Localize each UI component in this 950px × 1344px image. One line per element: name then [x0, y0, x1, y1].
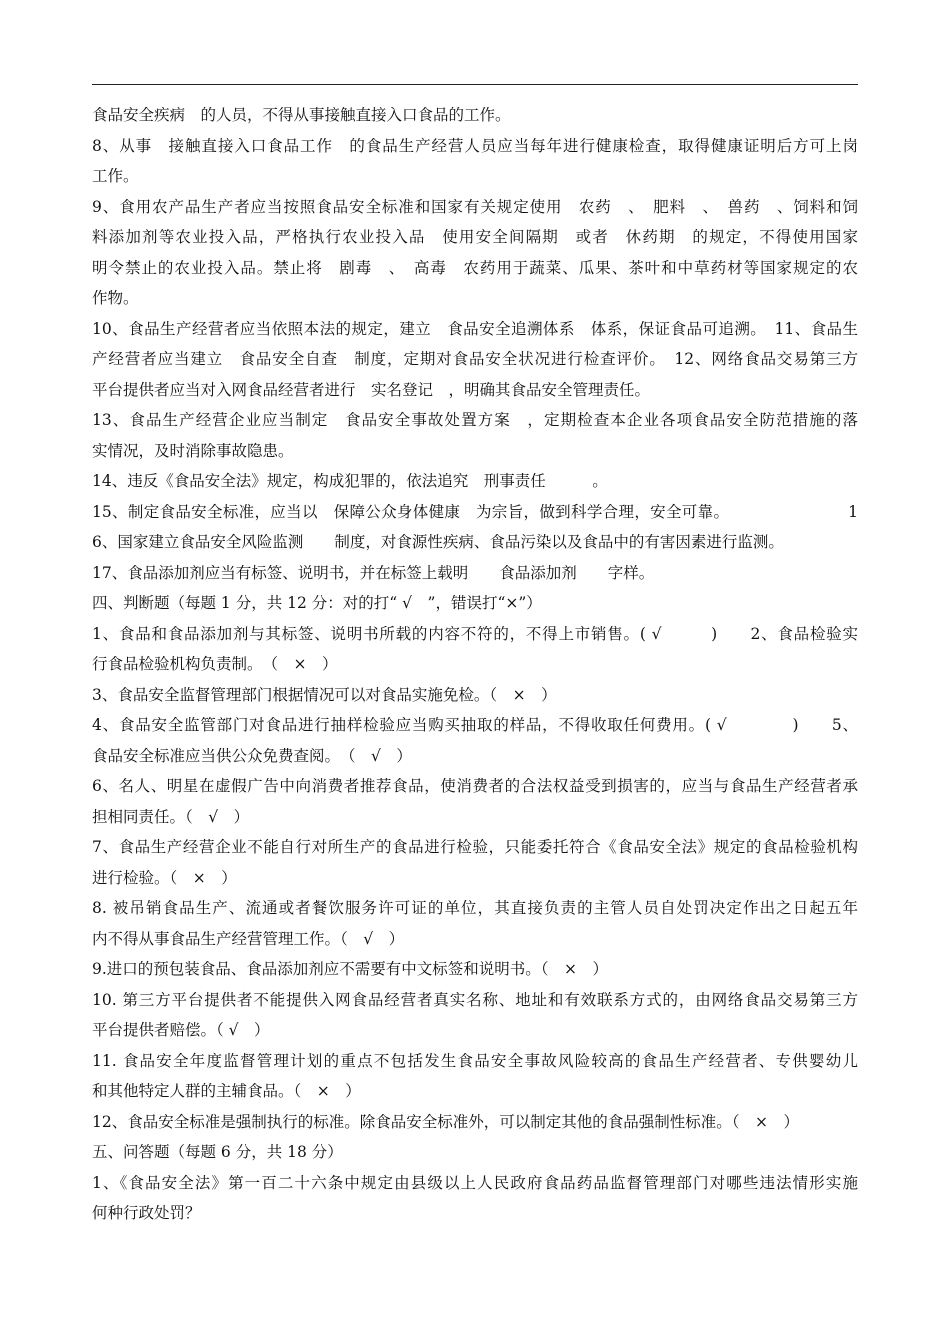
text-line: 明令禁止的农业投入品。禁止将 剧毒 、 高毒 农药用于蔬菜、瓜果、茶叶和中草药材等国家规定的农 — [92, 258, 858, 277]
text-line: 平台提供者应当对入网食品经营者进行 实名登记 ，明确其食品安全管理责任。 — [92, 380, 651, 399]
text-line: 14、违反《食品安全法》规定，构成犯罪的，依法追究 刑事责任 。 — [92, 472, 608, 490]
text-line: 担相同责任。（ √ ） — [92, 807, 250, 826]
text-line: 6、名人、明星在虚假广告中向消费者推荐食品，使消费者的合法权益受到损害的，应当与食品生产经营者承 — [92, 777, 858, 795]
text-line: 11. 食品安全年度监督管理计划的重点不包括发生食品安全事故风险较高的食品生产经营者、专供婴幼儿 — [92, 1051, 858, 1070]
text-line: 3、食品安全监督管理部门根据情况可以对食品实施免检。（ × ） — [92, 685, 557, 704]
text-line: 1、《食品安全法》第一百二十六条中规定由县级以上人民政府食品药品监督管理部门对哪些违法情形实施 — [92, 1173, 858, 1192]
text-line: 4、食品安全监管部门对食品进行抽样检验应当购买抽取的样品，不得收取任何费用。( √ ) 5、 — [92, 716, 858, 734]
text-line: 何种行政处罚？ — [92, 1204, 201, 1222]
text-line: 8. 被吊销食品生产、流通或者餐饮服务许可证的单位，其直接负责的主管人员自处罚决定作出之日起五年 — [92, 899, 858, 917]
text-line: 9.进口的预包装食品、食品添加剂应不需要有中文标签和说明书。（ × ） — [92, 960, 609, 978]
text-line: 食品安全标准应当供公众免费查阅。 （ √ ） — [92, 746, 412, 765]
text-line: 12、食品安全标准是强制执行的标准。除食品安全标准外，可以制定其他的食品强制性标准。（ × ） — [92, 1112, 799, 1131]
document-body — [92, 100, 858, 1229]
text-line: 10. 第三方平台提供者不能提供入网食品经营者真实名称、地址和有效联系方式的，由网络食品交易第三方 — [92, 990, 858, 1009]
header-rule — [92, 84, 858, 85]
text-line: 实情况，及时消除事故隐患。 — [92, 441, 294, 460]
section-heading: 四、判断题（每题 1 分，共 12 分：对的打“ √ ”，错误打“×”） — [92, 594, 542, 612]
text-line: 7、食品生产经营企业不能自行对所生产的食品进行检验，只能委托符合《食品安全法》规定的食品检验机构 — [92, 838, 858, 856]
text-line: 8、从事 接触直接入口食品工作 的食品生产经营人员应当每年进行健康检查，取得健康证明后方可上岗 — [92, 136, 858, 155]
text-line: 6、国家建立食品安全风险监测 制度，对食源性疾病、食品污染以及食品中的有害因素进行监测。 — [92, 533, 784, 551]
text-line: 和其他特定人群的主辅食品。（ × ） — [92, 1082, 361, 1100]
text-line: 9、食用农产品生产者应当按照食品安全标准和国家有关规定使用 农药 、 肥料 、 兽药 、饲料和饲 — [92, 197, 858, 216]
section-heading: 五、问答题（每题 6 分，共 18 分） — [92, 1143, 343, 1161]
text-line: 食品安全疾病 的人员，不得从事接触直接入口食品的工作。 — [92, 106, 511, 124]
text-line: 产经营者应当建立 食品安全自查 制度，定期对食品安全状况进行检查评价。 12、网络食品交易第三方 — [92, 350, 858, 368]
text-line: 内不得从事食品生产经营管理工作。（ √ ） — [92, 929, 405, 948]
text-line: 1、食品和食品添加剂与其标签、说明书所载的内容不符的，不得上市销售。( √ ) 2、食品检验实 — [92, 624, 858, 643]
text-line: 13、食品生产经营企业应当制定 食品安全事故处置方案 ，定期检查本企业各项食品安全防范措施的落 — [92, 411, 858, 429]
text-line: 15、制定食品安全标准，应当以 保障公众身体健康 为宗旨，做到科学合理，安全可靠。 1 — [92, 502, 858, 521]
text-line: 料添加剂等农业投入品，严格执行农业投入品 使用安全间隔期 或者 休药期 的规定，不得使用国家 — [92, 228, 858, 246]
text-line: 平台提供者赔偿。（ √ ） — [92, 1021, 270, 1039]
text-line: 进行检验。（ × ） — [92, 868, 237, 887]
text-line: 行食品检验机构负责制。 （ × ） — [92, 655, 338, 673]
text-line: 工作。 — [92, 167, 139, 185]
text-line: 作物。 — [92, 289, 139, 307]
text-line: 10、食品生产经营者应当依照本法的规定，建立 食品安全追溯体系 体系，保证食品可追溯。 11、食品生 — [92, 319, 858, 338]
text-line: 17、食品添加剂应当有标签、说明书，并在标签上载明 食品添加剂 字样。 — [92, 563, 655, 582]
